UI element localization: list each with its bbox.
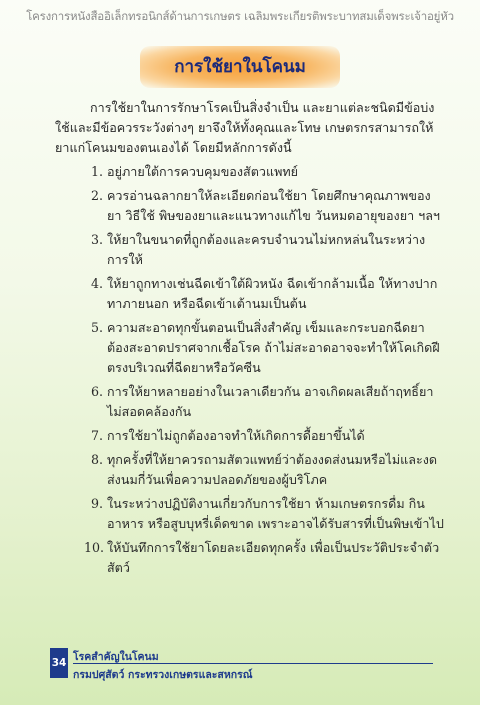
list-item-number: 3. bbox=[91, 232, 104, 247]
list-item-text: ในระหว่างปฏิบัติงานเกี่ยวกับการใช้ยา ห้ามเกษตรกรดื่ม กินอาหาร หรือสูบบุหรี่เด็ดขาด เพราะอาจได้รับสารที่เป็นพิษเข้าไป bbox=[107, 496, 444, 531]
section-title-wrap bbox=[0, 46, 480, 88]
list-item-number: 9. bbox=[91, 496, 104, 511]
list-item bbox=[55, 230, 445, 270]
list-item-number: 7. bbox=[91, 428, 104, 443]
list-item-text: ให้ยาถูกทางเช่นฉีดเข้าใต้ผิวหนัง ฉีดเข้ากล้ามเนื้อ ให้ทางปาก ทาภายนอก หรือฉีดเข้าเต้านมเป็นต้น bbox=[107, 276, 438, 311]
list-item-text: ให้บันทึกการใช้ยาโดยละเอียดทุกครั้ง เพื่อเป็นประวัติประจำตัวสัตว์ bbox=[107, 540, 440, 575]
page-number-box bbox=[50, 648, 68, 678]
list-item-text: การใช้ยาไม่ถูกต้องอาจทำให้เกิดการดื้อยาขึ้นได้ bbox=[107, 428, 365, 443]
list-item-number: 4. bbox=[91, 276, 104, 291]
list-item bbox=[55, 274, 445, 314]
footer-department: กรมปศุสัตว์ กระทรวงเกษตรและสหกรณ์ bbox=[73, 669, 253, 681]
list-item bbox=[55, 162, 445, 182]
list-item-text: ควรอ่านฉลากยาให้ละเอียดก่อนใช้ยา โดยศึกษาคุณภาพของยา วิธีใช้ พิษของยาและแนวทางแก้ไข วันหมดอายุของยา ฯลฯ bbox=[107, 188, 441, 223]
list-item-text: การให้ยาหลายอย่างในเวลาเดียวกัน อาจเกิดผลเสียถ้าฤทธิ์ยาไม่สอดคล้องกัน bbox=[107, 384, 434, 419]
main-content bbox=[55, 98, 445, 582]
list-item-number: 8. bbox=[91, 452, 104, 467]
list-item bbox=[55, 538, 445, 578]
list-item bbox=[55, 494, 445, 534]
list-item-number: 5. bbox=[91, 320, 104, 335]
intro-paragraph: การใช้ยาในการรักษาโรคเป็นสิ่งจำเป็น และยาแต่ละชนิดมีข้อบ่งใช้และมีข้อควรระวังต่างๆ ยาจึงให้ทั้งคุณและโทษ เกษตรกรสามารถให้ยาแก่โคนมของตนเองได้ โดยมีหลักการดังนี้ bbox=[55, 100, 435, 155]
rules-list bbox=[55, 162, 445, 578]
footer-book-title: โรคสำคัญในโคนม bbox=[73, 651, 159, 663]
list-item-number: 6. bbox=[91, 384, 104, 399]
list-item bbox=[55, 450, 445, 490]
list-item bbox=[55, 426, 445, 446]
page-number: 34 bbox=[51, 657, 67, 669]
list-item-text: ให้ยาในขนาดที่ถูกต้องและครบจำนวนไม่หกหล่นในระหว่างการให้ bbox=[107, 232, 426, 267]
section-title: การใช้ยาในโคนม bbox=[174, 57, 306, 77]
list-item-text: ความสะอาดทุกขั้นตอนเป็นสิ่งสำคัญ เข็มและกระบอกฉีดยาต้องสะอาดปราศจากเชื้อโรค ถ้าไม่สะอาดอาจจะทำให้โคเกิดฝีตรงบริเวณที่ฉีดยาหรือวัคซีน bbox=[107, 320, 440, 375]
list-item-text: ทุกครั้งที่ให้ยาควรถามสัตวแพทย์ว่าต้องงดส่งนมหรือไม่และงดส่งนมกี่วันเพื่อความปลอดภัยของผู้บริโภค bbox=[107, 452, 438, 487]
section-title-badge bbox=[140, 46, 340, 88]
list-item bbox=[55, 186, 445, 226]
list-item-number: 2. bbox=[91, 188, 104, 203]
list-item-text: อยู่ภายใต้การควบคุมของสัตวแพทย์ bbox=[107, 164, 299, 179]
list-item bbox=[55, 318, 445, 378]
footer-divider bbox=[73, 663, 433, 664]
list-item bbox=[55, 382, 445, 422]
list-item-number: 1. bbox=[91, 164, 104, 179]
list-item-number: 10. bbox=[84, 540, 105, 555]
running-header: โครงการหนังสืออิเล็กทรอนิกส์ด้านการเกษตร เฉลิมพระเกียรติพระบาทสมเด็จพระเจ้าอยู่หัว bbox=[26, 9, 454, 23]
